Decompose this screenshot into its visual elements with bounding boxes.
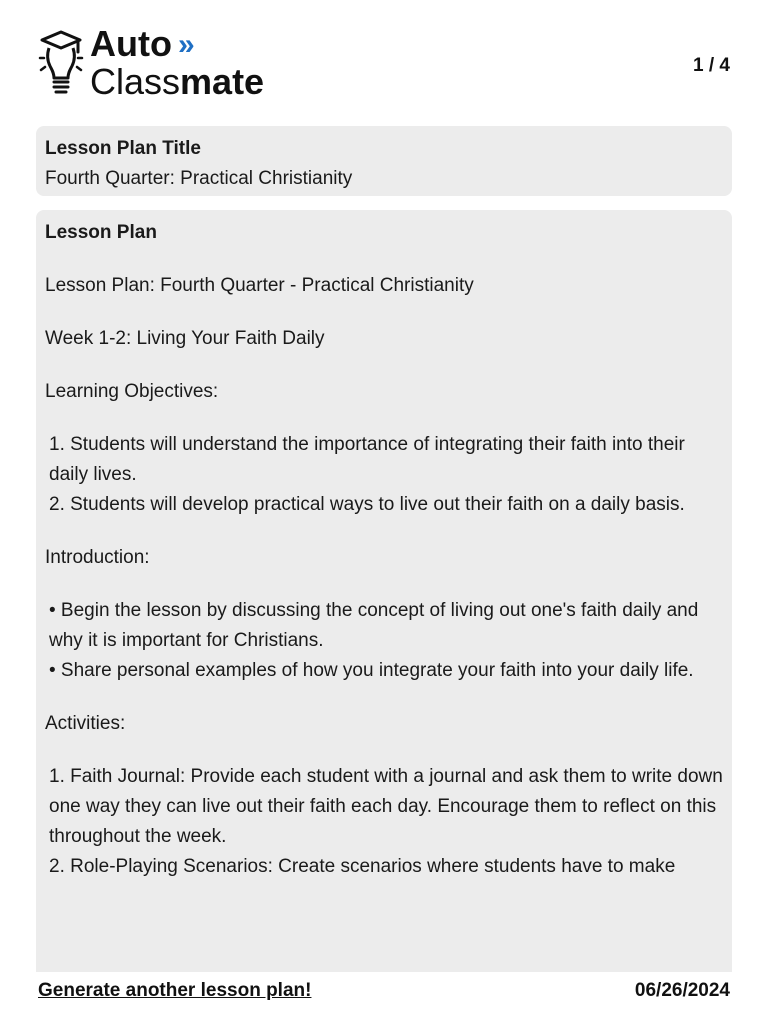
page-counter: 1 / 4 [693, 55, 730, 76]
introduction-item: • Begin the lesson by discussing the concept of living out one's faith daily and why it is important for Christians. [49, 600, 699, 651]
activities-list [49, 762, 723, 882]
introduction-item: • Share personal examples of how you integrate your faith into your daily life. [49, 660, 694, 681]
logo-line-2 [90, 61, 265, 102]
plan-line: Lesson Plan: Fourth Quarter - Practical Christianity [45, 275, 474, 296]
week-line: Week 1-2: Living Your Faith Daily [45, 328, 325, 349]
objectives-heading: Learning Objectives: [45, 381, 219, 402]
graduation-lightbulb-icon [38, 30, 84, 102]
objective-item: 1. Students will understand the importance of integrating their faith into their daily lives. [49, 434, 685, 485]
lesson-plan-title-value: Fourth Quarter: Practical Christianity [45, 168, 353, 189]
activity-item: 2. Role-Playing Scenarios: Create scenarios where students have to make [49, 856, 676, 877]
introduction-list [49, 596, 723, 686]
auto-classmate-logo [38, 23, 298, 106]
introduction-heading: Introduction: [45, 547, 150, 568]
header [0, 0, 768, 120]
objectives-list [49, 430, 723, 520]
lesson-plan-title-card [36, 126, 732, 196]
activities-heading: Activities: [45, 713, 126, 734]
lesson-plan-title-heading: Lesson Plan Title [45, 138, 201, 159]
logo-line-1 [90, 23, 264, 64]
footer-date: 06/26/2024 [634, 980, 730, 1001]
double-chevron-icon: » [177, 28, 195, 61]
activity-item: 1. Faith Journal: Provide each student with a journal and ask them to write down one way they can live out their faith each day. Encourage them to reflect on this throughout the week. [49, 766, 723, 847]
logo-auto-text: Auto [90, 23, 172, 64]
objective-item: 2. Students will develop practical ways to live out their faith on a daily basis. [49, 494, 685, 515]
logo-class-text: Class [90, 61, 181, 102]
logo-wordmark [90, 23, 265, 102]
generate-another-lesson-plan-link[interactable]: Generate another lesson plan! [38, 980, 312, 1001]
logo-mate-text: mate [180, 61, 265, 102]
lesson-plan-heading: Lesson Plan [45, 222, 157, 243]
lesson-plan-card [36, 210, 732, 972]
footer [0, 972, 768, 1024]
